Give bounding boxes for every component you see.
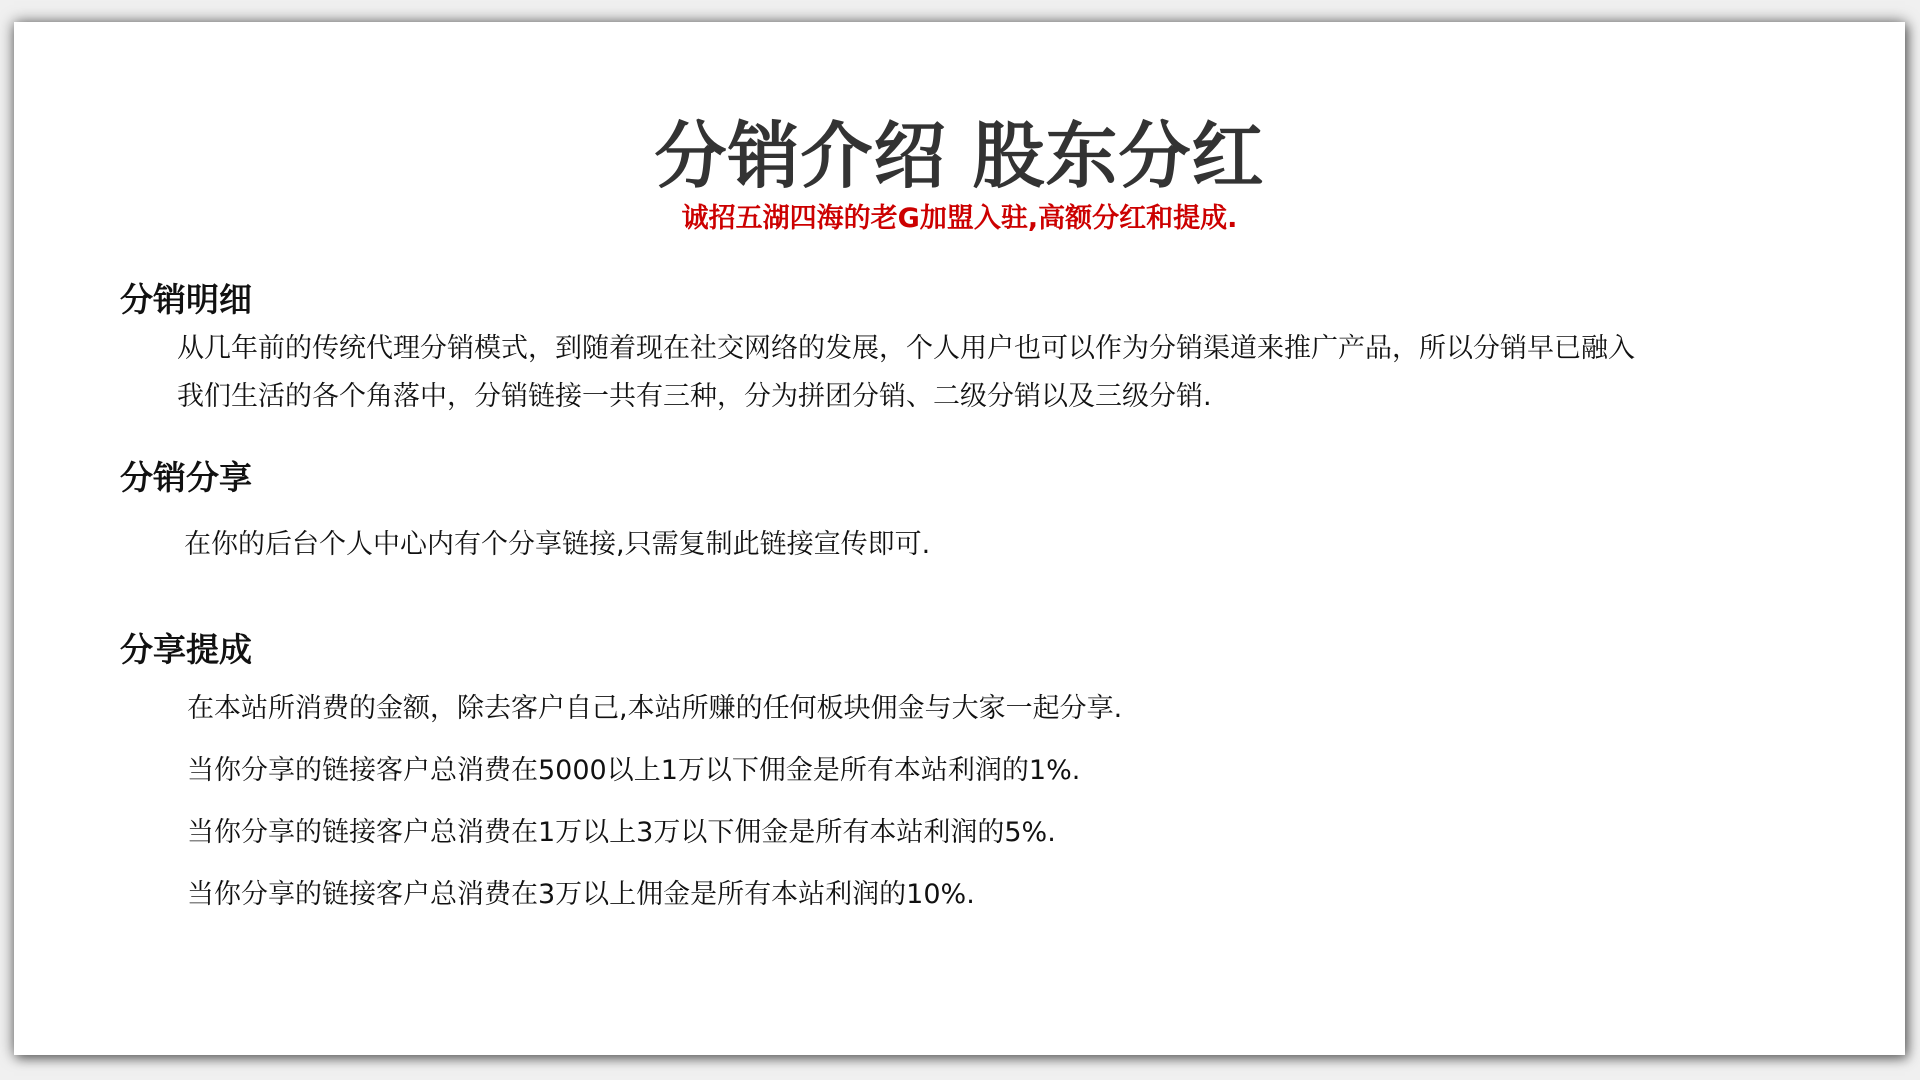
sharing-commission-text-line: 当你分享的链接客户总消费在3万以上佣金是所有本站利润的10%. bbox=[187, 879, 975, 910]
page-title: 分销介绍 股东分红 bbox=[654, 114, 1265, 198]
section-heading-distribution-sharing: 分销分享 bbox=[120, 458, 252, 497]
page-subtitle: 诚招五湖四海的老G加盟入驻,高额分红和提成. bbox=[681, 203, 1238, 234]
sharing-commission-text-line: 在本站所消费的金额，除去客户自己,本站所赚的任何板块佣金与大家一起分享. bbox=[187, 693, 1123, 724]
distribution-sharing-text-line: 在你的后台个人中心内有个分享链接,只需复制此链接宣传即可. bbox=[184, 529, 931, 560]
sharing-commission-text-line: 当你分享的链接客户总消费在1万以上3万以下佣金是所有本站利润的5%. bbox=[187, 817, 1056, 848]
sharing-commission-text-line: 当你分享的链接客户总消费在5000以上1万以下佣金是所有本站利润的1%. bbox=[187, 755, 1081, 786]
document-page bbox=[14, 22, 1905, 1055]
distribution-details-text-line: 我们生活的各个角落中，分销链接一共有三种，分为拼团分销、二级分销以及三级分销. bbox=[177, 381, 1212, 412]
section-heading-sharing-commission: 分享提成 bbox=[120, 630, 252, 669]
section-heading-distribution-details: 分销明细 bbox=[120, 280, 252, 319]
distribution-details-text-line: 从几年前的传统代理分销模式，到随着现在社交网络的发展，个人用户也可以作为分销渠道来推广产品，所以分销早已融入 bbox=[177, 333, 1635, 364]
